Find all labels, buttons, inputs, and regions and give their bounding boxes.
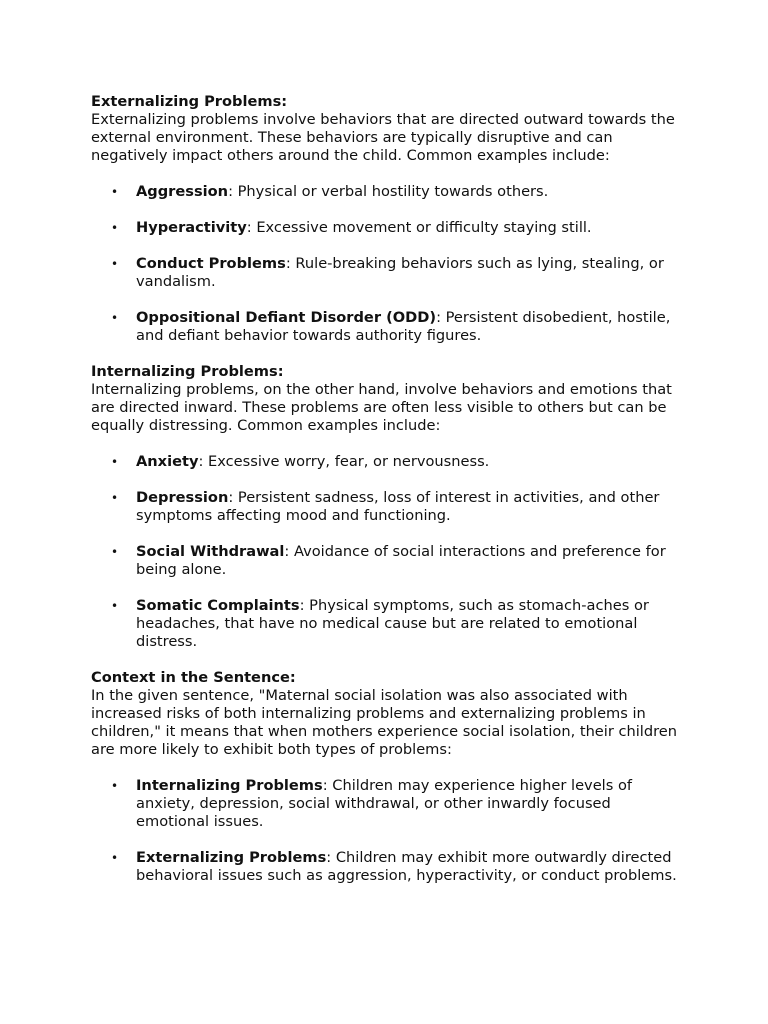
list-item xyxy=(91,849,681,885)
section-intro: In the given sentence, "Maternal social isolation was also associated with increased risks of both internalizing problems and externalizing problems in children," it means that when mothers experience social isolation, their children are more likely to exhibit both types of problems: xyxy=(91,687,678,758)
section-intro: Externalizing problems involve behaviors that are directed outward towards the external environment. These behaviors are typically disruptive and can negatively impact others around the child. Common examples include: xyxy=(91,111,675,164)
bullet-list xyxy=(91,453,681,651)
section-context xyxy=(91,669,681,885)
list-item-term: Social Withdrawal xyxy=(136,543,285,560)
section-heading: Externalizing Problems: xyxy=(91,93,288,110)
list-item-text: : Avoidance of social interactions and preference for being alone. xyxy=(136,543,666,578)
list-item-text: : Physical or verbal hostility towards others. xyxy=(228,183,549,200)
section-internalizing xyxy=(91,363,681,651)
bullet-icon: • xyxy=(111,311,119,325)
bullet-icon: • xyxy=(111,455,119,469)
list-item xyxy=(91,309,681,345)
list-item xyxy=(91,453,681,471)
list-item-text: : Excessive worry, fear, or nervousness. xyxy=(198,453,490,470)
list-item-term: Anxiety xyxy=(136,453,199,470)
bullet-icon: • xyxy=(111,257,119,271)
section-heading: Internalizing Problems: xyxy=(91,363,284,380)
list-item-term: Externalizing Problems xyxy=(136,849,327,866)
bullet-icon: • xyxy=(111,599,119,613)
list-item-term: Aggression xyxy=(136,183,229,200)
section-externalizing xyxy=(91,93,681,345)
list-item-term: Internalizing Problems xyxy=(136,777,323,794)
list-item xyxy=(91,543,681,579)
list-item-term: Conduct Problems xyxy=(136,255,286,272)
section-heading: Context in the Sentence: xyxy=(91,669,296,686)
list-item xyxy=(91,489,681,525)
list-item-text: : Excessive movement or difficulty staying still. xyxy=(246,219,592,236)
list-item-term: Oppositional Defiant Disorder (ODD) xyxy=(136,309,437,326)
list-item xyxy=(91,183,681,201)
bullet-icon: • xyxy=(111,779,119,793)
list-item-text: : Persistent sadness, loss of interest in activities, and other symptoms affecting mood and functioning. xyxy=(136,489,660,524)
section-intro: Internalizing problems, on the other hand, involve behaviors and emotions that are directed inward. These problems are often less visible to others but can be equally distressing. Common examples include: xyxy=(91,381,672,434)
list-item xyxy=(91,777,681,831)
bullet-list xyxy=(91,183,681,345)
bullet-icon: • xyxy=(111,545,119,559)
document-page xyxy=(91,93,681,903)
bullet-icon: • xyxy=(111,491,119,505)
list-item-term: Hyperactivity xyxy=(136,219,247,236)
list-item-term: Somatic Complaints xyxy=(136,597,300,614)
bullet-icon: • xyxy=(111,185,119,199)
list-item xyxy=(91,597,681,651)
list-item-text: : Rule-breaking behaviors such as lying, stealing, or vandalism. xyxy=(136,255,664,290)
list-item-text: : Persistent disobedient, hostile, and defiant behavior towards authority figures. xyxy=(136,309,671,344)
bullet-icon: • xyxy=(111,851,119,865)
list-item xyxy=(91,255,681,291)
list-item-text: : Physical symptoms, such as stomach-aches or headaches, that have no medical cause but are related to emotional distress. xyxy=(136,597,649,650)
list-item-term: Depression xyxy=(136,489,229,506)
bullet-icon: • xyxy=(111,221,119,235)
bullet-list xyxy=(91,777,681,885)
list-item xyxy=(91,219,681,237)
list-item-text: : Children may experience higher levels of anxiety, depression, social withdrawal, or other inwardly focused emotional issues. xyxy=(136,777,633,830)
list-item-text: : Children may exhibit more outwardly directed behavioral issues such as aggression, hyperactivity, or conduct problems. xyxy=(136,849,677,884)
